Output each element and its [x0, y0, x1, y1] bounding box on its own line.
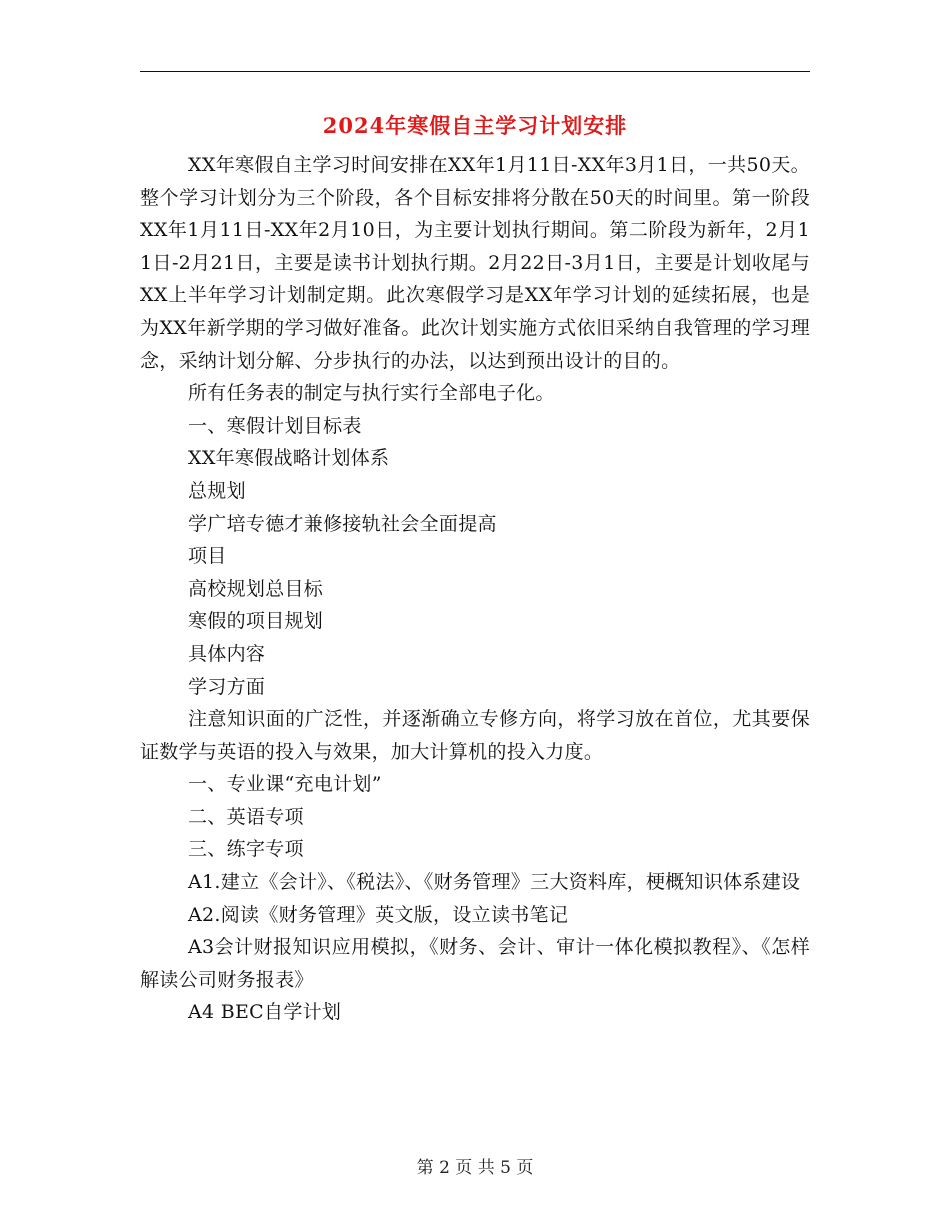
paragraph-electronic: 所有任务表的制定与执行实行全部电子化。 [188, 382, 555, 405]
paragraph-item-major: 一、专业课“充电计划” [188, 773, 382, 796]
document-body [140, 149, 810, 1029]
paragraph-study-focus: 注意知识面的广泛性，并逐渐确立专修方向，将学习放在首位，尤其要保证数学与英语的投入与效果，加大计算机的投入力度。 [140, 708, 810, 763]
document-title: 2024年寒假自主学习计划安排 [322, 113, 628, 138]
paragraph-overall-plan: 总规划 [188, 479, 246, 502]
paragraph-a4: A4 BEC自学计划 [188, 1001, 342, 1024]
paragraph-specific-content: 具体内容 [188, 642, 266, 665]
paragraph-strategy-system: XX年寒假战略计划体系 [188, 447, 390, 470]
page-number-footer: 第 2 页 共 5 页 [416, 1158, 534, 1178]
paragraph-item-english: 二、英语专项 [188, 805, 304, 828]
paragraph-a2: A2.阅读《财务管理》英文版，设立读书笔记 [188, 903, 569, 926]
paragraph-study-aspect: 学习方面 [188, 675, 266, 698]
paragraph-university-goal: 高校规划总目标 [188, 577, 324, 600]
paragraph-intro: XX年寒假自主学习时间安排在XX年1月11日-XX年3月1日，一共50天。整个学习计划分为三个阶段，各个目标安排将分散在50天的时间里。第一阶段XX年1月11日-XX年2月10日，为主要计划执行期间。第二阶段为新年，2月11日-2月21日，主要是读书计划执行期。2月22日-3月1日，主要是计划收尾与XX上半年学习计划制定期。此次寒假学习是XX年学习计划的延续拓展，也是为XX年新学期的学习做好准备。此次计划实施方式依旧采纳自我管理的学习理念，采纳计划分解、分步执行的办法，以达到预出设计的目的。 [140, 154, 810, 372]
paragraph-a1: A1.建立《会计》、《税法》、《财务管理》三大资料库，梗概知识体系建设 [188, 871, 801, 894]
paragraph-motto: 学广培专德才兼修接轨社会全面提高 [188, 512, 497, 535]
paragraph-item-calligraphy: 三、练字专项 [188, 838, 304, 861]
paragraph-winter-project: 寒假的项目规划 [188, 610, 324, 633]
heading-goal-table: 一、寒假计划目标表 [188, 414, 362, 437]
header-rule [140, 71, 810, 72]
paragraph-a3: A3会计财报知识应用模拟，《财务、会计、审计一体化模拟教程》、《怎样解读公司财务报表》 [140, 936, 810, 991]
paragraph-project: 项目 [188, 545, 227, 568]
